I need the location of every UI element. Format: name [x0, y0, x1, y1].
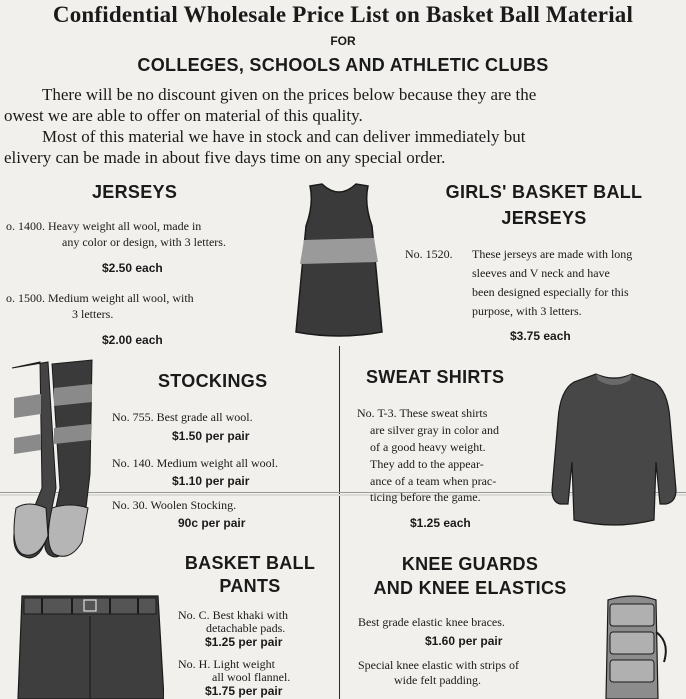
- knee-brace-text: Best grade elastic knee braces.: [358, 615, 505, 629]
- stockings-illustration: [8, 358, 100, 564]
- knee-elastic-line-1: Special knee elastic with strips of: [358, 658, 519, 672]
- jerseys-heading: JERSEYS: [92, 182, 178, 202]
- for-label: FOR: [330, 34, 356, 48]
- jersey-1400-price: $2.50 each: [102, 261, 163, 275]
- girls-jersey-number: No. 1520.: [405, 247, 453, 261]
- stocking-140-price: $1.10 per pair: [172, 474, 250, 488]
- intro-line-4: elivery can be made in about five days time on any special order.: [4, 148, 446, 167]
- intro-line-1: There will be no discount given on the prices below because they are the: [42, 85, 537, 104]
- sweat-shirt-line-3: of a good heavy weight.: [370, 440, 486, 454]
- sweat-shirt-line-6: ticing before the game.: [370, 490, 481, 504]
- knee-elastic-line-2: wide felt padding.: [394, 673, 481, 687]
- jersey-1500-line-1: o. 1500. Medium weight all wool, with: [6, 291, 194, 305]
- girls-jersey-price: $3.75 each: [510, 329, 571, 343]
- headline: Confidential Wholesale Price List on Basket Ball Material: [52, 2, 634, 27]
- audience-heading: COLLEGES, SCHOOLS AND ATHLETIC CLUBS: [137, 55, 549, 75]
- pants-heading-2: PANTS: [219, 576, 281, 596]
- stocking-755-text: No. 755. Best grade all wool.: [112, 410, 253, 424]
- jersey-1500-price: $2.00 each: [102, 333, 163, 347]
- stocking-30-text: No. 30. Woolen Stocking.: [112, 498, 237, 512]
- pants-heading-1: BASKET BALL: [184, 553, 316, 573]
- stocking-140-text: No. 140. Medium weight all wool.: [112, 456, 278, 470]
- sweat-shirt-illustration: [550, 370, 678, 528]
- pants-h-line-1: No. H. Light weight: [178, 657, 275, 671]
- pants-c-price: $1.25 per pair: [205, 635, 283, 649]
- jersey-1400-line-2: any color or design, with 3 letters.: [62, 235, 226, 249]
- sweat-shirt-line-4: They add to the appear-: [370, 457, 484, 471]
- girls-jerseys-heading-1: GIRLS' BASKET BALL: [445, 182, 643, 202]
- sweat-shirt-line-1: No. T-3. These sweat shirts: [357, 406, 488, 420]
- knee-brace-price: $1.60 per pair: [425, 634, 503, 648]
- stockings-heading: STOCKINGS: [158, 371, 268, 391]
- girls-jerseys-heading-2: JERSEYS: [501, 208, 587, 228]
- sleeveless-jersey-illustration: [292, 182, 386, 342]
- sweat-shirts-heading: SWEAT SHIRTS: [366, 367, 505, 387]
- pants-h-price: $1.75 per pair: [205, 684, 283, 698]
- pants-c-line-2: detachable pads.: [206, 621, 286, 635]
- girls-jersey-line-4: purpose, with 3 letters.: [472, 304, 582, 318]
- intro-line-3: Most of this material we have in stock and can deliver immediately but: [42, 127, 526, 146]
- knee-guards-heading-1: KNEE GUARDS: [401, 554, 539, 574]
- knee-guards-heading-2: AND KNEE ELASTICS: [373, 578, 567, 598]
- stocking-30-price: 90c per pair: [178, 516, 246, 530]
- pants-c-line-1: No. C. Best khaki with: [178, 608, 288, 622]
- girls-jersey-line-1: These jerseys are made with long: [472, 247, 633, 261]
- knee-guard-illustration: [598, 592, 670, 699]
- column-divider: [339, 346, 340, 699]
- pants-illustration: [14, 588, 164, 699]
- intro-line-2: owest we are able to offer on material of this quality.: [4, 106, 363, 125]
- pants-h-line-2: all wool flannel.: [212, 670, 291, 684]
- girls-jersey-line-2: sleeves and V neck and have: [472, 266, 610, 280]
- jersey-1400-line-1: o. 1400. Heavy weight all wool, made in: [6, 219, 202, 233]
- girls-jersey-line-3: been designed especially for this: [472, 285, 629, 299]
- sweat-shirt-line-5: ance of a team when prac-: [370, 474, 497, 488]
- stocking-755-price: $1.50 per pair: [172, 429, 250, 443]
- sweat-shirt-line-2: are silver gray in color and: [370, 423, 499, 437]
- jersey-1500-line-2: 3 letters.: [72, 307, 114, 321]
- sweat-shirt-price: $1.25 each: [410, 516, 471, 530]
